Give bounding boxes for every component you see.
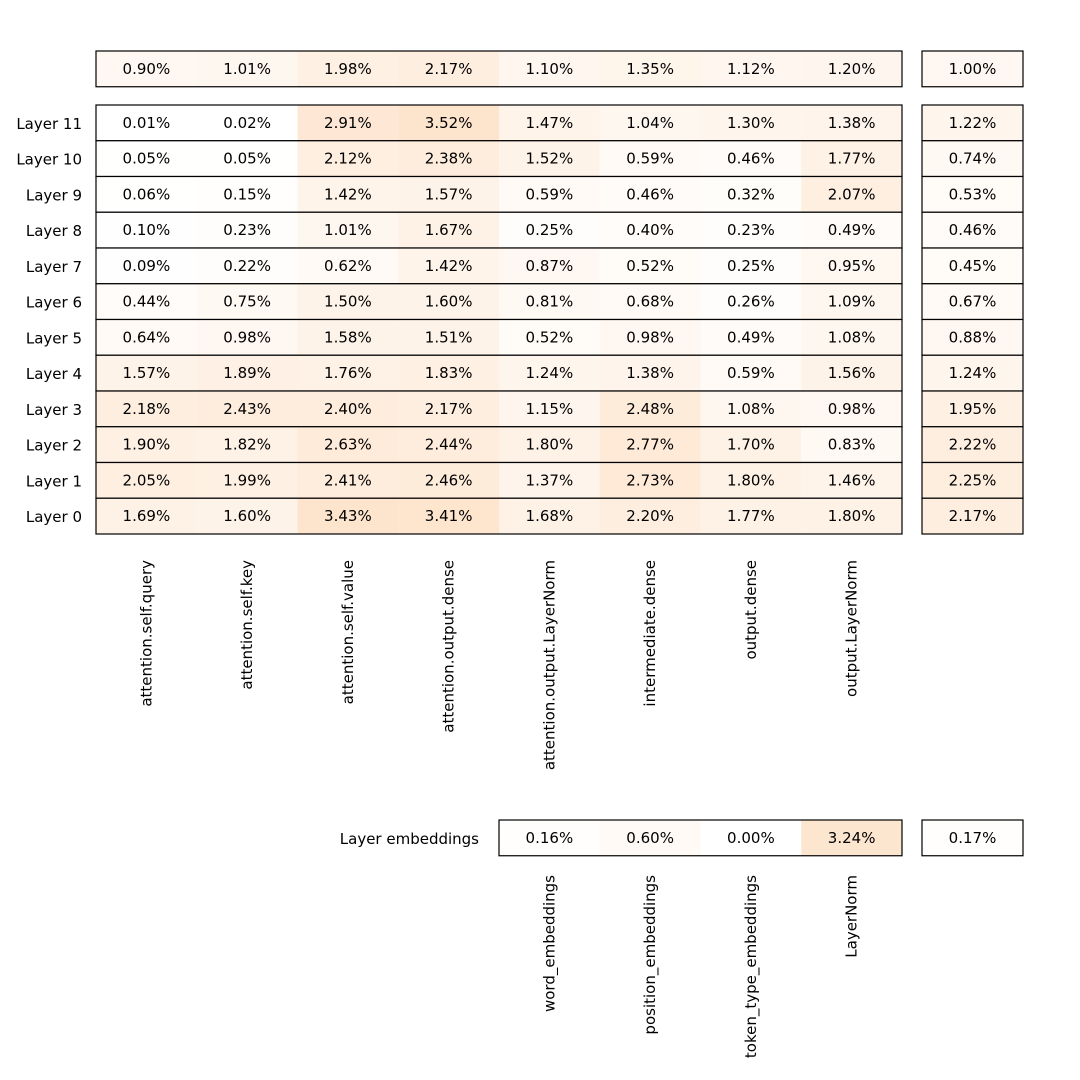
column-labels	[137, 560, 860, 770]
heatmap-cell-value: 1.76%	[324, 364, 372, 383]
column-average-cell-value: 1.20%	[827, 59, 876, 78]
heatmap-cell-value: 0.40%	[626, 221, 674, 240]
heatmap-cell-value: 0.25%	[727, 256, 775, 275]
embedding-column-label: position_embeddings	[641, 875, 660, 1035]
column-label: output.dense	[741, 560, 760, 660]
heatmap-cell-value: 1.60%	[223, 507, 271, 526]
heatmap-cell-value: 1.38%	[626, 364, 674, 383]
heatmap-cell-value: 2.41%	[324, 471, 372, 490]
heatmap-cell-value: 0.68%	[626, 292, 674, 311]
embedding-column-label: word_embeddings	[540, 875, 559, 1013]
heatmap-cell-value: 2.48%	[626, 399, 674, 418]
heatmap-cell-value: 0.22%	[223, 256, 271, 275]
heatmap-cell-value: 1.70%	[727, 435, 775, 454]
row-average-cell-value: 0.88%	[948, 328, 997, 347]
heatmap-cell-value: 2.07%	[827, 185, 876, 204]
heatmap-cell-value: 2.20%	[626, 507, 674, 526]
embedding-average-cell-value: 0.17%	[948, 828, 997, 847]
embeddings-row-label: Layer embeddings	[339, 829, 479, 848]
heatmap-cell-value: 0.81%	[525, 292, 574, 311]
heatmap-cell-value: 1.47%	[525, 113, 574, 132]
column-label: attention.self.query	[137, 560, 156, 707]
heatmap-cell-value: 0.05%	[122, 149, 171, 168]
row-average-cell-value: 2.25%	[948, 471, 997, 490]
heatmap-cell-value: 2.77%	[626, 435, 674, 454]
heatmap-cell-value: 0.06%	[122, 185, 171, 204]
column-average-row	[96, 51, 1023, 87]
embedding-cell-value: 3.24%	[827, 828, 876, 847]
heatmap-cell-value: 1.57%	[122, 364, 171, 383]
heatmap-cell-value: 1.08%	[727, 399, 775, 418]
heatmap-cell-value: 3.41%	[424, 507, 473, 526]
heatmap-cell-value: 3.52%	[424, 113, 473, 132]
column-label: intermediate.dense	[641, 560, 660, 707]
heatmap-cell-value: 1.90%	[122, 435, 171, 454]
layer-grid	[96, 105, 1023, 534]
heatmap-cell-value: 0.59%	[727, 364, 775, 383]
heatmap-cell-value: 0.25%	[525, 221, 574, 240]
row-average-cell-value: 0.46%	[948, 221, 997, 240]
heatmap-cell-value: 0.98%	[827, 399, 876, 418]
heatmap-cell-value: 0.09%	[122, 256, 171, 275]
heatmap-cell-value: 0.44%	[122, 292, 171, 311]
heatmap-cell-value: 1.42%	[324, 185, 372, 204]
embedding-cell-value: 0.16%	[525, 828, 574, 847]
heatmap-cell-value: 0.26%	[727, 292, 775, 311]
heatmap-cell-value: 1.69%	[122, 507, 171, 526]
heatmap-cell-value: 1.83%	[424, 364, 473, 383]
heatmap-cell-value: 0.87%	[525, 256, 574, 275]
heatmap-cell-value: 1.80%	[525, 435, 574, 454]
heatmap-cell-value: 1.46%	[827, 471, 876, 490]
heatmap-cell-value: 0.59%	[525, 185, 574, 204]
overall-average-cell-value: 1.00%	[948, 59, 997, 78]
heatmap-cell-value: 0.98%	[626, 328, 674, 347]
row-label: Layer 8	[25, 222, 82, 241]
heatmap-cell-value: 0.23%	[727, 221, 775, 240]
heatmap-cell-value: 1.50%	[324, 292, 372, 311]
heatmap-cell-value: 0.05%	[223, 149, 271, 168]
heatmap-cell-value: 0.52%	[626, 256, 674, 275]
row-label: Layer 7	[25, 257, 82, 276]
row-average-cell-value: 1.24%	[948, 364, 997, 383]
heatmap-cell-value: 1.52%	[525, 149, 574, 168]
heatmap-cell-value: 0.10%	[122, 221, 171, 240]
embedding-cell-value: 0.00%	[727, 828, 775, 847]
heatmap-cell-value: 2.40%	[324, 399, 372, 418]
heatmap-cell-value: 0.23%	[223, 221, 271, 240]
row-label: Layer 1	[25, 472, 82, 491]
heatmap-cell-value: 0.52%	[525, 328, 574, 347]
heatmap-cell-value: 2.91%	[324, 113, 372, 132]
heatmap-cell-value: 1.77%	[727, 507, 775, 526]
row-label: Layer 11	[16, 114, 82, 133]
column-label: attention.self.key	[238, 560, 257, 690]
heatmap-cell-value: 2.12%	[324, 149, 372, 168]
heatmap-cell-value: 1.01%	[324, 221, 372, 240]
heatmap-cell-value: 1.24%	[525, 364, 574, 383]
heatmap-cell-value: 1.56%	[827, 364, 876, 383]
heatmap-cell-value: 0.32%	[727, 185, 775, 204]
column-label: attention.output.LayerNorm	[540, 560, 559, 771]
row-average-cell-value: 1.22%	[948, 113, 997, 132]
heatmap-cell-value: 0.62%	[324, 256, 372, 275]
heatmap-cell-value: 0.46%	[727, 149, 775, 168]
heatmap-cell-value: 1.77%	[827, 149, 876, 168]
heatmap-cell-value: 0.95%	[827, 256, 876, 275]
heatmap-cell-value: 0.46%	[626, 185, 674, 204]
row-label: Layer 4	[25, 365, 82, 384]
heatmap-cell-value: 2.44%	[424, 435, 473, 454]
heatmap-cell-value: 1.04%	[626, 113, 674, 132]
heatmap-cell-value: 1.58%	[324, 328, 372, 347]
heatmap-cell-value: 1.57%	[424, 185, 473, 204]
heatmap-cell-value: 0.01%	[122, 113, 171, 132]
heatmap-cell-value: 2.05%	[122, 471, 171, 490]
embedding-column-label: token_type_embeddings	[741, 875, 760, 1059]
heatmap-cell-value: 1.99%	[223, 471, 271, 490]
row-label: Layer 6	[25, 293, 82, 312]
column-average-cell-value: 0.90%	[122, 59, 171, 78]
row-label: Layer 3	[25, 400, 82, 419]
heatmap-cell-value: 2.18%	[122, 399, 171, 418]
heatmap-cell-value: 1.89%	[223, 364, 271, 383]
heatmap-cell-value: 0.64%	[122, 328, 171, 347]
row-average-cell-value: 2.17%	[948, 507, 997, 526]
column-label: attention.output.dense	[439, 560, 458, 733]
row-average-cell-value: 0.45%	[948, 256, 997, 275]
column-average-cell-value: 1.10%	[525, 59, 574, 78]
row-label: Layer 0	[25, 508, 82, 527]
heatmap-cell-value: 2.46%	[424, 471, 473, 490]
heatmap-cell-value: 1.30%	[727, 113, 775, 132]
heatmap-cell-value: 2.17%	[424, 399, 473, 418]
heatmap-cell-value: 2.38%	[424, 149, 473, 168]
heatmap-cell-value: 3.43%	[324, 507, 372, 526]
row-label: Layer 5	[25, 329, 82, 348]
heatmap-cell-value: 0.15%	[223, 185, 271, 204]
heatmap-cell-value: 1.68%	[525, 507, 574, 526]
heatmap-cell-value: 2.73%	[626, 471, 674, 490]
column-average-cell-value: 2.17%	[424, 59, 473, 78]
column-average-cell-value: 1.98%	[324, 59, 372, 78]
column-average-cell-value: 1.35%	[626, 59, 674, 78]
row-label: Layer 2	[25, 436, 82, 455]
column-label: attention.self.value	[338, 560, 357, 705]
heatmap-cell-value: 1.15%	[525, 399, 574, 418]
heatmap-cell-value: 1.38%	[827, 113, 876, 132]
heatmap-cell-value: 0.98%	[223, 328, 271, 347]
row-average-cell-value: 2.22%	[948, 435, 997, 454]
embedding-column-label: LayerNorm	[842, 875, 861, 958]
row-labels	[16, 115, 82, 526]
embeddings-row	[340, 820, 1023, 856]
embedding-column-labels	[540, 875, 860, 1058]
heatmap-cell-value: 1.51%	[424, 328, 473, 347]
row-label: Layer 9	[25, 186, 82, 205]
heatmap-cell-value: 1.08%	[827, 328, 876, 347]
heatmap-cell-value: 0.49%	[827, 221, 876, 240]
heatmap-cell-value: 1.67%	[424, 221, 473, 240]
heatmap-cell-value: 1.82%	[223, 435, 271, 454]
heatmap-cell-value: 0.59%	[626, 149, 674, 168]
heatmap-cell-value: 2.43%	[223, 399, 271, 418]
heatmap-cell-value: 0.49%	[727, 328, 775, 347]
row-average-cell-value: 1.95%	[948, 399, 997, 418]
heatmap-cell-value: 1.80%	[827, 507, 876, 526]
heatmap-cell-value: 0.75%	[223, 292, 271, 311]
heatmap-cell-value: 1.60%	[424, 292, 473, 311]
embedding-cell-value: 0.60%	[626, 828, 674, 847]
column-label: output.LayerNorm	[842, 560, 861, 697]
heatmap-cell-value: 0.02%	[223, 113, 271, 132]
heatmap-cell-value: 1.09%	[827, 292, 876, 311]
heatmap-cell-value: 1.42%	[424, 256, 473, 275]
column-average-cell-value: 1.01%	[223, 59, 271, 78]
heatmap-cell-value: 1.80%	[727, 471, 775, 490]
row-average-cell-value: 0.53%	[948, 185, 997, 204]
row-label: Layer 10	[16, 150, 82, 169]
heatmap-cell-value: 2.63%	[324, 435, 372, 454]
heatmap-cell-value: 0.83%	[827, 435, 876, 454]
row-average-cell-value: 0.74%	[948, 149, 997, 168]
row-average-cell-value: 0.67%	[948, 292, 997, 311]
heatmap-cell-value: 1.37%	[525, 471, 574, 490]
column-average-cell-value: 1.12%	[727, 59, 775, 78]
